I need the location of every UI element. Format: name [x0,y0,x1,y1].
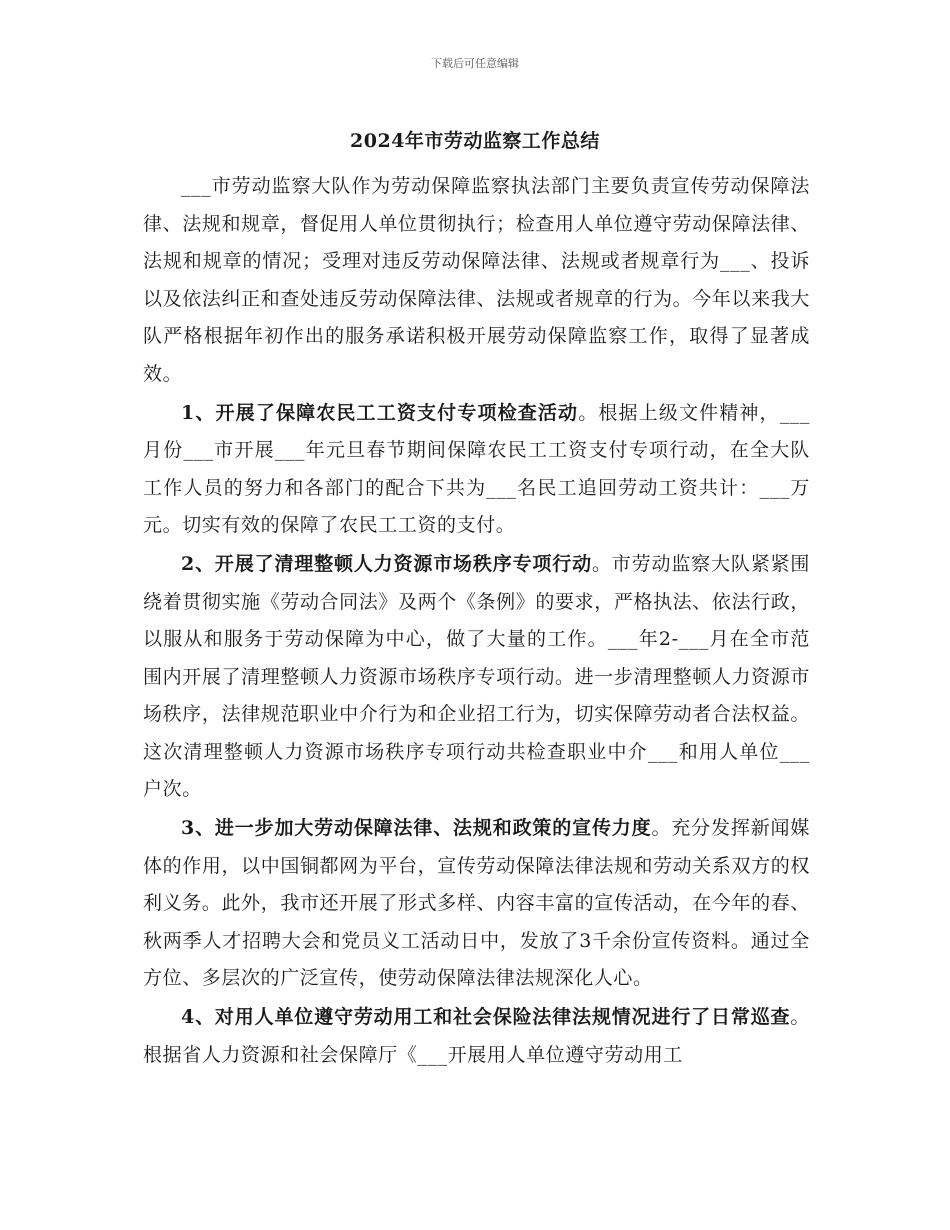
section-body-1: 。根据上级文件精神，___月份___市开展___年元旦春节期间保障农民工工资支付专项行动，在全大队工作人员的努力和各部门的配合下共为___名民工追回劳动工资共计：___万元。切实有效的保障了农民工工资的支付。 [143,401,810,536]
document-body [143,168,810,1076]
section-paragraph-1 [143,395,810,545]
header-note: 下载后可任意编辑 [431,57,519,70]
section-paragraph-2 [143,546,810,809]
section-paragraph-3 [143,810,810,998]
section-heading-4: 4、对用人单位遵守劳动用工和社会保险法律法规情况进行了日常巡查 [181,1006,791,1028]
section-body-2: 。市劳动监察大队紧紧围绕着贯彻实施《劳动合同法》及两个《条例》的要求，严格执法、依法行政，以服从和服务于劳动保障为中心，做了大量的工作。___年2-___月在全市范围内开展了清理整顿人力资源市场秩序专项行动。进一步清理整顿人力资源市场秩序，法律规范职业中介行为和企业招工行为，切实保障劳动者合法权益。这次清理整顿人力资源市场秩序专项行动共检查职业中介___和用人单位___户次。 [143,553,810,800]
section-body-4: 。根据省人力资源和社会保障厅《___开展用人单位遵守劳动用工 [143,1006,810,1066]
section-body-3: 。充分发挥新闻媒体的作用，以中国铜都网为平台，宣传劳动保障法律法规和劳动关系双方的权利义务。此外，我市还开展了形式多样、内容丰富的宣传活动，在今年的春、秋两季人才招聘大会和党员义工活动日中，发放了3千余份宣传资料。通过全方位、多层次的广泛宣传，使劳动保障法律法规深化人心。 [143,817,810,989]
section-paragraph-4 [143,999,810,1074]
section-heading-1: 1、开展了保障农民工工资支付专项检查活动 [181,401,579,424]
section-heading-3: 3、进一步加大劳动保障法律、法规和政策的宣传力度 [181,817,652,839]
section-heading-2: 2、开展了清理整顿人力资源市场秩序专项行动 [181,553,592,575]
document-title: 2024年市劳动监察工作总结 [350,130,600,152]
intro-paragraph: ___市劳动监察大队作为劳动保障监察执法部门主要负责宣传劳动保障法律、法规和规章，督促用人单位贯彻执行；检查用人单位遵守劳动保障法律、法规和规章的情况；受理对违反劳动保障法律、法规或者规章行为___、投诉以及依法纠正和查处违反劳动保障法律、法规或者规章的行为。今年以来我大队严格根据年初作出的服务承诺积极开展劳动保障监察工作，取得了显著成效。 [143,175,810,385]
